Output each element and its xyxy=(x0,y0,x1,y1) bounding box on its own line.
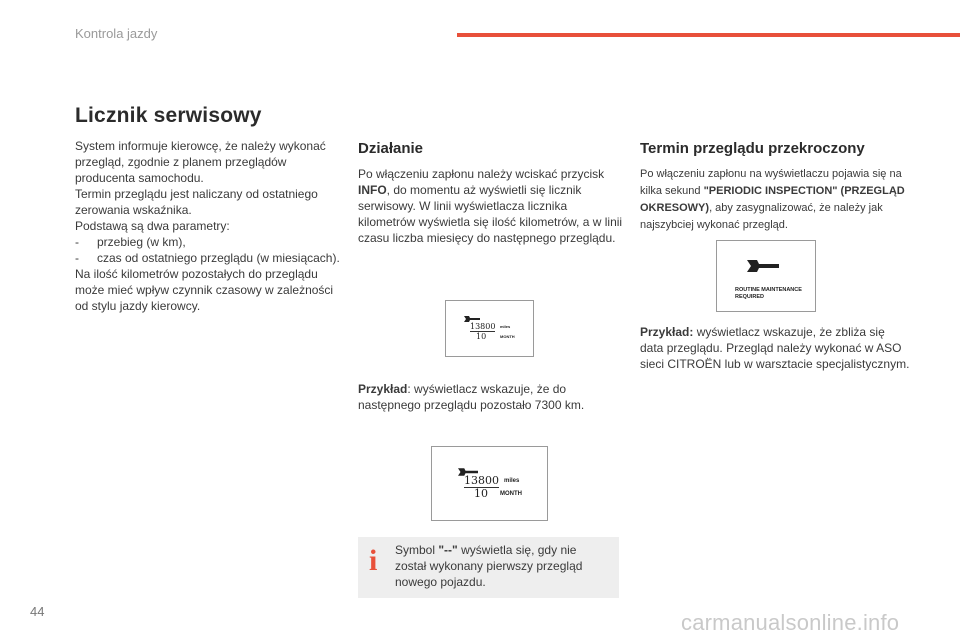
distance-value: 13800 xyxy=(470,322,496,331)
note-symbol: "--" xyxy=(438,543,458,557)
termin-text-before: Po włączeniu zapłonu na wyświetlaczu pojawia się na kilka sekund xyxy=(640,168,902,197)
info-button-name: INFO xyxy=(358,183,387,197)
info-note-text xyxy=(395,542,610,590)
distance-value: 13800 xyxy=(464,474,499,487)
distance-unit: miles xyxy=(504,478,520,484)
example-text: wyświetlacz wskazuje, że zbliża się data przeglądu. Przegląd należy wykonać w ASO sieci CITROËN lub w warsztacie specjalistycznym. xyxy=(640,325,910,371)
section-heading-termin: Termin przeglądu przekroczony xyxy=(640,140,865,157)
months-value: 10 xyxy=(474,487,488,500)
service-display-small xyxy=(445,300,534,357)
maintenance-line-2: REQUIRED xyxy=(735,294,765,300)
dzialanie-text-after: , do momentu aż wyświetli się licznik serwisowy. W linii wyświetlacza licznika kilometrów wyświetla się ilość kilometrów, a w linii czasu liczba miesięcy do następnego przeglądu. xyxy=(358,183,623,245)
intro-paragraph-4: Na ilość kilometrów pozostałych do przeglądu może mieć wpływ czynnik czasowy w zależności od stylu jazdy kierowcy. xyxy=(75,267,334,313)
intro-bullet-1 xyxy=(75,234,340,250)
wrench-icon xyxy=(745,258,781,274)
intro-paragraph-1: System informuje kierowcę, że należy wykonać przegląd, zgodnie z planem przeglądów producenta samochodu. xyxy=(75,139,326,185)
intro-bullet-2 xyxy=(75,250,340,266)
info-icon: i xyxy=(369,544,378,577)
example-label: Przykład xyxy=(358,382,408,396)
intro-text xyxy=(75,138,340,314)
bullet-marker: - xyxy=(75,235,79,249)
intro-paragraph-2: Termin przeglądu jest naliczany od ostatniego zerowania wskaźnika. xyxy=(75,187,318,217)
header-accent-rule xyxy=(457,33,960,37)
section-header: Kontrola jazdy xyxy=(75,26,158,41)
example-text: : wyświetlacz wskazuje, że do następnego przeglądu pozostało 7300 km. xyxy=(358,382,585,412)
months-unit: MONTH xyxy=(500,491,522,497)
distance-unit: miles xyxy=(500,324,511,329)
page-number: 44 xyxy=(30,604,45,619)
service-display-large xyxy=(431,446,548,521)
bullet-marker: - xyxy=(75,251,79,265)
termin-text xyxy=(640,166,915,234)
months-value: 10 xyxy=(476,332,487,341)
note-text-before: Symbol xyxy=(395,543,439,557)
dzialanie-text-before: Po włączeniu zapłonu należy wciskać przycisk xyxy=(358,167,605,181)
note-text-after: wyświetla się, gdy nie został wykonany pierwszy przegląd nowego pojazdu. xyxy=(395,543,583,589)
example-dzialanie xyxy=(358,381,623,413)
section-heading-dzialanie: Działanie xyxy=(358,140,424,157)
bullet-text: czas od ostatniego przeglądu (w miesiącach). xyxy=(97,251,340,265)
maintenance-display xyxy=(716,240,816,312)
page-title: Licznik serwisowy xyxy=(75,104,262,127)
maintenance-line-1: ROUTINE MAINTENANCE xyxy=(735,287,802,293)
maintenance-message xyxy=(735,287,802,301)
example-termin xyxy=(640,324,910,372)
periodic-inspection-message: "PERIODIC INSPECTION" (PRZEGLĄD OKRESOWY) xyxy=(640,185,905,214)
dzialanie-text xyxy=(358,166,623,246)
watermark: carmanualsonline.info xyxy=(681,610,900,635)
bullet-text: przebieg (w km), xyxy=(97,235,186,249)
example-label: Przykład: xyxy=(640,325,694,339)
intro-paragraph-3: Podstawą są dwa parametry: xyxy=(75,219,230,233)
termin-text-after: , aby zasygnalizować, że należy jak najszybciej wykonać przegląd. xyxy=(640,202,883,231)
months-unit: MONTH xyxy=(500,334,515,339)
